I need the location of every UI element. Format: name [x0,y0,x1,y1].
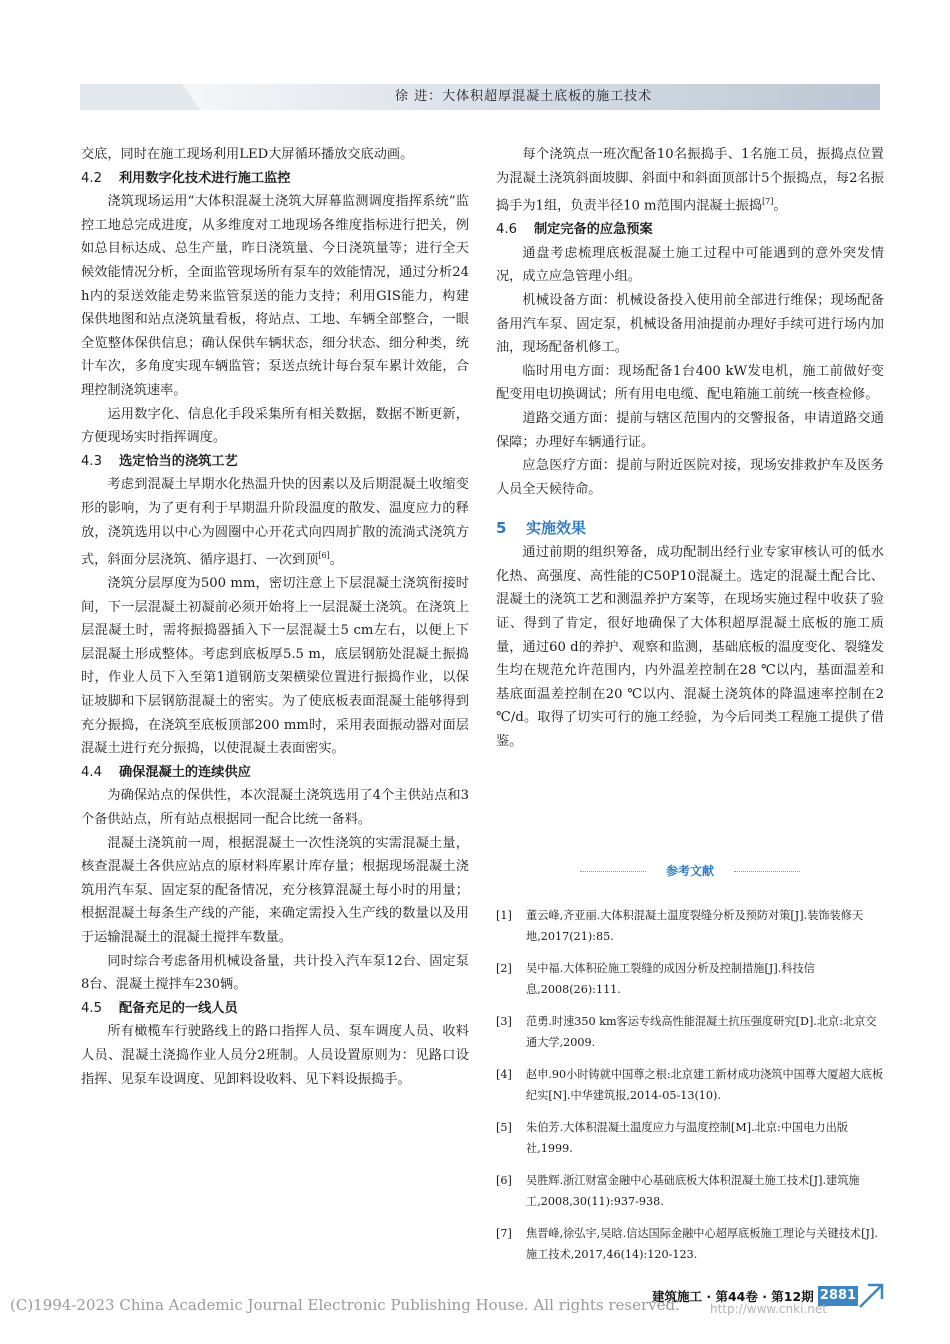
paragraph: 交底，同时在施工现场利用LED大屏循环播放交底动画。 [81,147,414,162]
paragraph: 浇筑分层厚度为500 mm，密切注意上下层混凝土浇筑衔接时间，下一层混凝土初凝前必须开始将上一层混凝土浇筑。在浇筑上层混凝土时，需将振捣器插入下一层混凝土5 cm左右，以便上下层混凝土形成整体。考虑到底板厚5.5 m，底层钢筋处混凝土振捣时，作业人员下入至第1道钢筋支架横梁位置进行振捣作业，以保证坡脚和下层钢筋混凝土的密实。为了使底板表面混凝土能够得到充分振捣，在浇筑至底板顶部200 mm时，采用表面振动器对面层混凝土进行充分振捣，以使混凝土表面密实。 [81,576,469,757]
paragraph: 运用数字化、信息化手段采集所有相关数据，数据不断更新，方便现场实时指挥调度。 [81,406,469,446]
reference-number: [4] [496,1068,512,1081]
citation-link[interactable]: [7] [762,197,774,207]
reference-number: [7] [496,1227,512,1240]
reference-text: 董云峰,齐亚丽.大体积混凝土温度裂缝分析及预防对策[J].装饰装修天地,2017(21):85. [526,909,864,943]
references-heading [580,862,800,882]
reference-item [496,1012,884,1053]
reference-item [496,1171,884,1212]
reference-text: 范勇.时速350 km客运专线高性能混凝土抗压强度研究[D].北京:北京交通大学,2009. [526,1015,877,1049]
reference-text: 朱伯芳.大体积混凝土温度应力与温度控制[M].北京:中国电力出版社,1999. [526,1121,848,1155]
paragraph: 临时用电方面：现场配备1台400 kW发电机，施工前做好变配变用电切换调试；所有用电电缆、配电箱施工前统一核查检修。 [496,363,884,403]
paragraph: 通盘考虑梳理底板混凝土施工过程中可能遇到的意外突发情况，成立应急管理小组。 [496,245,884,285]
left-column [81,143,469,1091]
paragraph: 所有橄榄车行驶路线上的路口指挥人员、泵车调度人员、收料人员、混凝土浇捣作业人员分2班制。人员设置原则为：见路口设指挥、见泵车设调度、见卸料设收料、见下料设振捣手。 [81,1024,469,1087]
paragraph: 通过前期的组织筹备，成功配制出经行业专家审核认可的低水化热、高强度、高性能的C50P10混凝土。选定的混凝土配合比、混凝土的浇筑工艺和测温养护方案等，在现场实施过程中收获了验证、得到了肯定，很好地确保了大体积超厚混凝土底板的施工质量，通过60 d的养护、观察和监测，基础底板的温度变化、裂缝发生均在规范允许范围内，内外温差控制在28 ℃以内，基面温差和基底面温差控制在20 ℃以内、混凝土浇筑体的降温速率控制在2 ℃/d。取得了切实可行的施工经验，为今后同类工程施工提供了借鉴。 [496,545,884,750]
section-heading-4-2: 4.2 利用数字化技术进行施工监控 [81,170,291,186]
references-title: 参考文献 [665,864,714,878]
paragraph: 浇筑现场运用“大体积混凝土浇筑大屏幕监测调度指挥系统”监控工地总完成进度，从多维度对工地现场各维度指标进行把关，例如总目标达成、总生产量，昨日浇筑量、今日浇筑量等；进行全天候效能情况分析，全面监管现场所有泵车的效能情况，通过分析24 h内的泵送效能走势来监管泵送的能力支持；利用GIS能力，构建保供地图和站点浇筑量看板，将站点、工地、车辆全部整合，一眼全览整体保供信息；确认保供车辆状态，细分状态、细分种类，统计车次，多角度实现车辆监管；泵送点统计每台泵车累计效能，合理控制浇筑速率。 [81,194,469,398]
watermark-url: http://www.cnki.net [710,1302,827,1316]
paragraph: 每个浇筑点一班次配备10名振捣手、1名施工员，振捣点位置为混凝土浇筑斜面坡脚、斜面中和斜面顶部计5个振捣点，每2名振捣手为1组，负责半径10 m范围内混凝土振捣[7]。 [496,147,884,214]
section-heading-4-6: 4.6 制定完备的应急预案 [496,222,653,238]
header-banner-shape [80,84,200,110]
paragraph: 应急医疗方面：提前与附近医院对接，现场安排救护车及医务人员全天候待命。 [496,458,884,497]
reference-number: [5] [496,1121,512,1134]
reference-item [496,959,884,1000]
section-heading-4-3: 4.3 选定恰当的浇筑工艺 [81,453,238,469]
paragraph: 道路交通方面：提前与辖区范围内的交警报备，申请道路交通保障；办理好车辆通行证。 [496,410,884,450]
reference-number: [3] [496,1015,512,1028]
reference-item [496,1118,884,1159]
reference-item [496,1224,884,1265]
section-heading-5: 5 实施效果 [496,519,587,538]
paragraph: 同时综合考虑备用机械设备量，共计投入汽车泵12台、固定泵8台、混凝土搅拌车230辆。 [81,953,469,993]
right-column [496,143,884,754]
page-number: 2881 [818,1286,858,1306]
reference-item [496,906,884,947]
section-heading-4-4: 4.4 确保混凝土的连续供应 [81,764,251,780]
reference-text: 赵申.90小时铸就中国尊之根:北京建工新材成功浇筑中国尊大厦超大底板纪实[N].中华建筑报,2014-05-13(10). [526,1068,884,1102]
copyright-watermark: (C)1994-2023 China Academic Journal Electronic Publishing House. All rights reserved. [10,1296,680,1314]
reference-number: [6] [496,1174,512,1187]
citation-link[interactable]: [6] [318,551,330,561]
reference-number: [2] [496,962,512,975]
reference-text: 吴中福.大体积砼施工裂缝的成因分析及控制措施[J].科技信息,2008(26):111. [526,962,815,996]
reference-list [496,906,884,1277]
paragraph: 为确保站点的保供性，本次混凝土浇筑选用了4个主供站点和3个备供站点，所有站点根据同一配合比统一备料。 [81,788,469,828]
corner-arrow-icon [858,1283,884,1309]
paragraph: 考虑到混凝土早期水化热温升快的因素以及后期混凝土收缩变形的影响，为了更有利于早期温升阶段温度的散发、温度应力的释放，浇筑选用以中心为圆圈中心开花式向四周扩散的流淌式浇筑方式，斜面分层浇筑、循序退打、一次到顶[6]。 [81,477,469,568]
running-header-title: 徐 进：大体积超厚混凝土底板的施工技术 [395,89,653,104]
section-heading-4-5: 4.5 配备充足的一线人员 [81,1000,238,1016]
divider [734,871,800,872]
journal-issue: 建筑施工 · 第44卷 · 第12期 [652,1289,814,1304]
paragraph: 混凝土浇筑前一周，根据混凝土一次性浇筑的实需混凝土量，核查混凝土各供应站点的原材料库累计库存量；根据现场混凝土浇筑用汽车泵、固定泵的配备情况，充分核算混凝土每小时的用量；根据混凝土每条生产线的产能，来确定需投入生产线的数量以及用于运输混凝土的混凝土搅拌车数量。 [81,835,469,945]
reference-text: 吴胜辉.浙江财富金融中心基础底板大体积混凝土施工技术[J].建筑施工,2008,30(11):937-938. [526,1174,860,1208]
reference-item [496,1065,884,1106]
paragraph: 机械设备方面：机械设备投入使用前全部进行维保；现场配备备用汽车泵、固定泵，机械设备用油提前办理好手续可进行场内加油，现场配备机修工。 [496,292,884,356]
reference-number: [1] [496,909,512,922]
reference-text: 焦晋峰,徐弘宇,吴晗.信达国际金融中心超厚底板施工理论与关键技术[J].施工技术,2017,46(14):120-123. [526,1227,878,1261]
